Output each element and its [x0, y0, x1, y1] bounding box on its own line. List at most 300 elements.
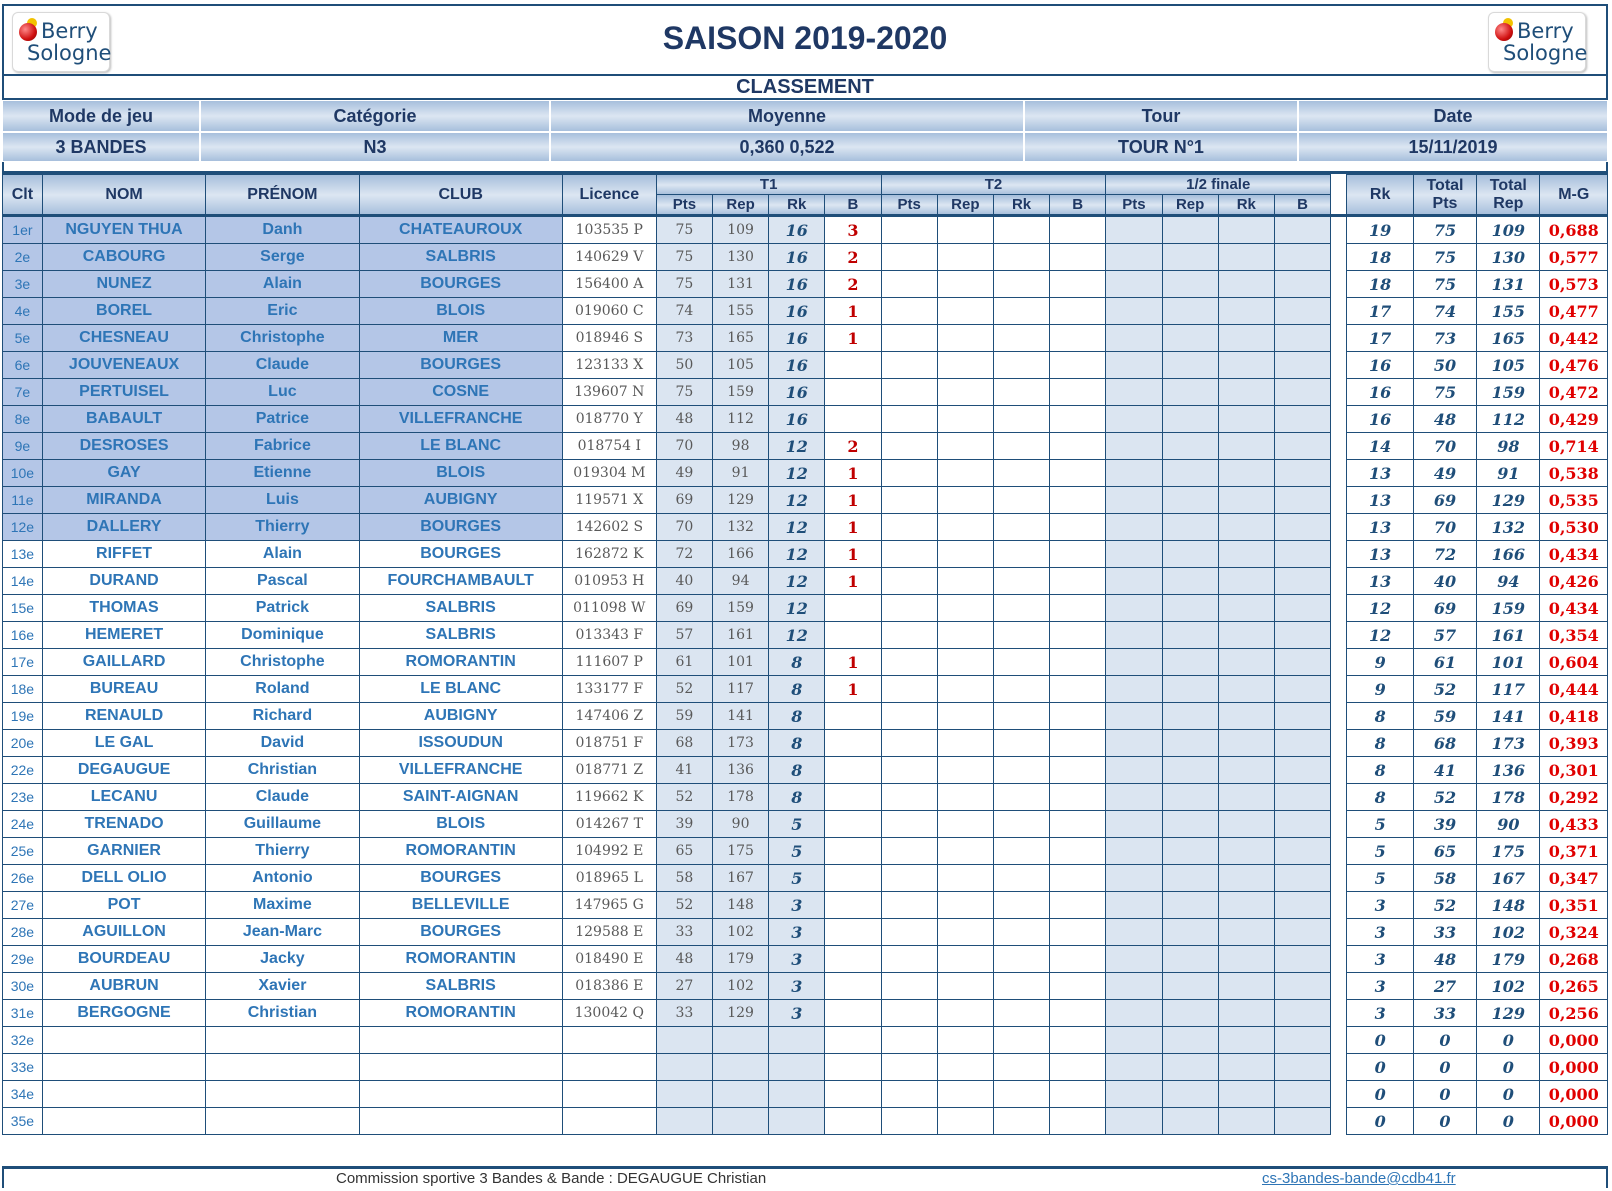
cell-prenom: Alain — [206, 541, 359, 568]
cell-t1-b — [825, 1108, 881, 1135]
cell-semi-pts — [1106, 541, 1162, 568]
cell-gap — [1331, 379, 1347, 406]
cell-rk: 3 — [1347, 946, 1413, 973]
cell-t2-rk — [993, 244, 1049, 271]
cell-prenom: Jacky — [206, 946, 359, 973]
cell-t2-rk — [993, 838, 1049, 865]
cell-semi-pts — [1106, 622, 1162, 649]
footer-email-link[interactable]: cs-3bandes-bande@cdb41.fr — [1262, 1170, 1456, 1187]
cell-licence: 123133 X — [562, 352, 656, 379]
cell-t1-pts: 59 — [656, 703, 712, 730]
cell-gap — [1331, 460, 1347, 487]
cell-rk: 12 — [1347, 622, 1413, 649]
cell-mg: 0,434 — [1540, 541, 1608, 568]
cell-total-rep: 94 — [1477, 568, 1540, 595]
cell-clt: 25e — [3, 838, 43, 865]
cell-club: BLOIS — [359, 460, 562, 487]
cell-t1-rk: 5 — [769, 838, 825, 865]
cell-rk: 13 — [1347, 460, 1413, 487]
cell-t2-rk — [993, 1081, 1049, 1108]
col-clt: Clt — [3, 175, 43, 216]
table-row — [3, 352, 1608, 379]
cell-semi-rk — [1218, 1081, 1274, 1108]
cell-t1-pts — [656, 1081, 712, 1108]
cell-t1-pts: 73 — [656, 325, 712, 352]
cell-semi-rk — [1218, 352, 1274, 379]
cell-rk: 13 — [1347, 541, 1413, 568]
cell-rk: 17 — [1347, 325, 1413, 352]
cell-rk: 3 — [1347, 919, 1413, 946]
cell-t2-rk — [993, 514, 1049, 541]
cell-t1-b: 1 — [825, 460, 881, 487]
cell-licence — [562, 1054, 656, 1081]
cell-semi-rep — [1162, 216, 1218, 244]
cell-t2-rk — [993, 865, 1049, 892]
cell-t1-pts: 48 — [656, 946, 712, 973]
cell-t1-b: 1 — [825, 676, 881, 703]
cell-t2-rep — [937, 973, 993, 1000]
cell-total-rep: 102 — [1477, 973, 1540, 1000]
cell-t1-rk — [769, 1108, 825, 1135]
cell-semi-b — [1274, 1054, 1330, 1081]
cell-t2-rep — [937, 1054, 993, 1081]
cell-total-rep: 148 — [1477, 892, 1540, 919]
cell-t2-rk — [993, 541, 1049, 568]
cell-nom: DELL OLIO — [42, 865, 205, 892]
cell-rk: 16 — [1347, 406, 1413, 433]
cell-t1-rk: 8 — [769, 649, 825, 676]
cell-nom — [42, 1081, 205, 1108]
cell-total-pts: 69 — [1413, 487, 1476, 514]
cell-total-pts: 33 — [1413, 919, 1476, 946]
cell-clt: 1er — [3, 216, 43, 244]
cell-mg: 0,476 — [1540, 352, 1608, 379]
cell-t2-b — [1050, 244, 1106, 271]
cell-t2-b — [1050, 216, 1106, 244]
cell-t2-b — [1050, 865, 1106, 892]
cell-total-rep: 178 — [1477, 784, 1540, 811]
cell-gap — [1331, 325, 1347, 352]
cell-t1-pts: 52 — [656, 892, 712, 919]
cell-semi-rep — [1162, 514, 1218, 541]
cell-t2-b — [1050, 784, 1106, 811]
cell-t1-rep: 179 — [712, 946, 768, 973]
cell-semi-rep — [1162, 730, 1218, 757]
cell-semi-pts — [1106, 1108, 1162, 1135]
cell-semi-rep — [1162, 784, 1218, 811]
cell-t1-b — [825, 1027, 881, 1054]
cell-t2-rep — [937, 649, 993, 676]
cell-nom: CHESNEAU — [42, 325, 205, 352]
col-semi-sub: Rk — [1218, 195, 1274, 216]
cell-t2-pts — [881, 325, 937, 352]
cell-rk: 13 — [1347, 514, 1413, 541]
cell-semi-b — [1274, 1000, 1330, 1027]
cell-nom — [42, 1108, 205, 1135]
cell-semi-b — [1274, 541, 1330, 568]
billiard-ball-red-icon — [1495, 23, 1513, 41]
table-row — [3, 946, 1608, 973]
cell-gap — [1331, 595, 1347, 622]
cell-t1-pts: 61 — [656, 649, 712, 676]
cell-t2-rep — [937, 406, 993, 433]
cell-club: AUBIGNY — [359, 487, 562, 514]
cell-prenom: Guillaume — [206, 811, 359, 838]
cell-semi-rk — [1218, 541, 1274, 568]
cell-club: SALBRIS — [359, 622, 562, 649]
col-semi: 1/2 finale — [1106, 175, 1331, 195]
cell-club: ROMORANTIN — [359, 649, 562, 676]
cell-t1-b: 3 — [825, 216, 881, 244]
table-row — [3, 784, 1608, 811]
cell-t1-rep: 90 — [712, 811, 768, 838]
cell-nom: NUNEZ — [42, 271, 205, 298]
cell-t1-b: 1 — [825, 298, 881, 325]
cell-mg: 0,324 — [1540, 919, 1608, 946]
cell-t2-rep — [937, 271, 993, 298]
cell-semi-b — [1274, 1081, 1330, 1108]
cell-mg: 0,538 — [1540, 460, 1608, 487]
cell-t1-rk: 12 — [769, 460, 825, 487]
cell-semi-rep — [1162, 352, 1218, 379]
cell-t2-rep — [937, 541, 993, 568]
cell-gap — [1331, 1054, 1347, 1081]
cell-t1-pts: 69 — [656, 487, 712, 514]
cell-prenom: Claude — [206, 784, 359, 811]
cell-prenom: Claude — [206, 352, 359, 379]
cell-t1-b — [825, 865, 881, 892]
cell-t2-b — [1050, 352, 1106, 379]
cell-t2-pts — [881, 676, 937, 703]
cell-licence: 147965 G — [562, 892, 656, 919]
cell-t1-rk: 16 — [769, 271, 825, 298]
cell-semi-b — [1274, 216, 1330, 244]
cell-t1-rk: 16 — [769, 216, 825, 244]
cell-t2-rk — [993, 811, 1049, 838]
cell-clt: 12e — [3, 514, 43, 541]
cell-mg: 0,393 — [1540, 730, 1608, 757]
cell-total-pts: 0 — [1413, 1054, 1476, 1081]
logo-line1: Berry — [1517, 19, 1574, 43]
cell-licence: 011098 W — [562, 595, 656, 622]
cell-nom: POT — [42, 892, 205, 919]
cell-t2-pts — [881, 487, 937, 514]
cell-semi-rk — [1218, 406, 1274, 433]
cell-t2-rk — [993, 325, 1049, 352]
cell-gap — [1331, 568, 1347, 595]
cell-semi-rep — [1162, 271, 1218, 298]
col-semi-sub: Pts — [1106, 195, 1162, 216]
cell-semi-rk — [1218, 1027, 1274, 1054]
table-row — [3, 1027, 1608, 1054]
cell-clt: 3e — [3, 271, 43, 298]
cell-t1-pts: 48 — [656, 406, 712, 433]
cell-gap — [1331, 406, 1347, 433]
cell-semi-pts — [1106, 919, 1162, 946]
cell-semi-b — [1274, 703, 1330, 730]
cell-t1-rep: 117 — [712, 676, 768, 703]
table-row — [3, 865, 1608, 892]
cell-t2-b — [1050, 973, 1106, 1000]
cell-rk: 9 — [1347, 676, 1413, 703]
cell-t2-pts — [881, 568, 937, 595]
cell-t1-rk: 12 — [769, 433, 825, 460]
cell-t1-rep: 130 — [712, 244, 768, 271]
cell-total-rep: 166 — [1477, 541, 1540, 568]
cell-t1-rep: 165 — [712, 325, 768, 352]
info-label-category: Catégorie — [200, 100, 550, 132]
cell-t1-pts — [656, 1027, 712, 1054]
cell-t2-rk — [993, 1054, 1049, 1081]
cell-t2-rk — [993, 757, 1049, 784]
cell-t2-pts — [881, 216, 937, 244]
cell-t2-rep — [937, 811, 993, 838]
col-gap — [1331, 175, 1347, 216]
cell-t2-rep — [937, 379, 993, 406]
cell-total-rep: 109 — [1477, 216, 1540, 244]
cell-t2-b — [1050, 271, 1106, 298]
cell-rk: 8 — [1347, 784, 1413, 811]
cell-t2-rk — [993, 730, 1049, 757]
cell-t1-pts: 75 — [656, 379, 712, 406]
table-row — [3, 1081, 1608, 1108]
cell-t2-rk — [993, 433, 1049, 460]
ranking-table — [2, 174, 1608, 1135]
cell-prenom: Thierry — [206, 838, 359, 865]
cell-total-pts: 49 — [1413, 460, 1476, 487]
cell-total-pts: 70 — [1413, 514, 1476, 541]
cell-t2-pts — [881, 946, 937, 973]
cell-prenom: Luc — [206, 379, 359, 406]
cell-club: AUBIGNY — [359, 703, 562, 730]
cell-total-pts: 57 — [1413, 622, 1476, 649]
cell-licence: 111607 P — [562, 649, 656, 676]
col-semi-sub: B — [1274, 195, 1330, 216]
cell-total-pts: 74 — [1413, 298, 1476, 325]
cell-semi-pts — [1106, 730, 1162, 757]
cell-nom: NGUYEN THUA — [42, 216, 205, 244]
cell-t2-rep — [937, 1027, 993, 1054]
cell-t2-rep — [937, 460, 993, 487]
cell-t1-rk: 3 — [769, 892, 825, 919]
cell-licence: 018771 Z — [562, 757, 656, 784]
cell-t2-rep — [937, 676, 993, 703]
cell-semi-b — [1274, 784, 1330, 811]
cell-t2-b — [1050, 325, 1106, 352]
cell-total-rep: 175 — [1477, 838, 1540, 865]
cell-gap — [1331, 730, 1347, 757]
cell-t1-b — [825, 757, 881, 784]
cell-rk: 5 — [1347, 865, 1413, 892]
cell-t2-b — [1050, 514, 1106, 541]
cell-club: CHATEAUROUX — [359, 216, 562, 244]
cell-t2-pts — [881, 460, 937, 487]
cell-semi-b — [1274, 919, 1330, 946]
cell-total-rep: 155 — [1477, 298, 1540, 325]
info-value-mode: 3 BANDES — [2, 132, 200, 162]
table-row — [3, 1054, 1608, 1081]
cell-semi-rep — [1162, 325, 1218, 352]
cell-mg: 0,347 — [1540, 865, 1608, 892]
cell-t2-rk — [993, 919, 1049, 946]
cell-t2-pts — [881, 703, 937, 730]
col-t2: T2 — [881, 175, 1106, 195]
cell-total-pts: 27 — [1413, 973, 1476, 1000]
cell-total-pts: 52 — [1413, 784, 1476, 811]
cell-t1-b — [825, 892, 881, 919]
cell-rk: 9 — [1347, 649, 1413, 676]
cell-t1-pts — [656, 1108, 712, 1135]
cell-t1-rep: 136 — [712, 757, 768, 784]
cell-t2-b — [1050, 946, 1106, 973]
cell-t2-rk — [993, 487, 1049, 514]
divider — [2, 162, 1608, 174]
cell-t2-b — [1050, 757, 1106, 784]
cell-t2-pts — [881, 298, 937, 325]
cell-rk: 0 — [1347, 1027, 1413, 1054]
cell-total-pts: 70 — [1413, 433, 1476, 460]
col-nom: NOM — [42, 175, 205, 216]
cell-club: BOURGES — [359, 271, 562, 298]
cell-total-pts: 75 — [1413, 244, 1476, 271]
cell-semi-rk — [1218, 838, 1274, 865]
cell-club: COSNE — [359, 379, 562, 406]
cell-t2-rep — [937, 703, 993, 730]
cell-semi-rk — [1218, 946, 1274, 973]
cell-t2-rep — [937, 514, 993, 541]
cell-semi-pts — [1106, 1027, 1162, 1054]
cell-t2-b — [1050, 811, 1106, 838]
cell-t2-rep — [937, 568, 993, 595]
cell-prenom: Jean-Marc — [206, 919, 359, 946]
cell-rk: 18 — [1347, 271, 1413, 298]
cell-t2-b — [1050, 676, 1106, 703]
cell-total-pts: 52 — [1413, 676, 1476, 703]
cell-total-rep: 112 — [1477, 406, 1540, 433]
cell-mg: 0,000 — [1540, 1108, 1608, 1135]
cell-t2-rk — [993, 216, 1049, 244]
cell-licence: 018946 S — [562, 325, 656, 352]
cell-semi-pts — [1106, 865, 1162, 892]
cell-club — [359, 1027, 562, 1054]
table-row — [3, 541, 1608, 568]
cell-total-rep: 129 — [1477, 1000, 1540, 1027]
cell-t2-b — [1050, 1054, 1106, 1081]
cell-t1-pts: 33 — [656, 919, 712, 946]
cell-t2-b — [1050, 379, 1106, 406]
cell-t2-b — [1050, 406, 1106, 433]
cell-t1-rk: 12 — [769, 514, 825, 541]
cell-mg: 0,604 — [1540, 649, 1608, 676]
cell-mg: 0,530 — [1540, 514, 1608, 541]
cell-total-rep: 101 — [1477, 649, 1540, 676]
cell-clt: 16e — [3, 622, 43, 649]
cell-t2-rk — [993, 784, 1049, 811]
cell-t1-pts: 52 — [656, 676, 712, 703]
cell-t2-rk — [993, 1000, 1049, 1027]
cell-t1-rk: 8 — [769, 757, 825, 784]
cell-club: ROMORANTIN — [359, 838, 562, 865]
cell-prenom: Xavier — [206, 973, 359, 1000]
cell-t2-b — [1050, 838, 1106, 865]
cell-semi-rk — [1218, 703, 1274, 730]
cell-gap — [1331, 622, 1347, 649]
cell-semi-rk — [1218, 784, 1274, 811]
cell-t1-b: 1 — [825, 568, 881, 595]
table-row — [3, 703, 1608, 730]
cell-semi-b — [1274, 1027, 1330, 1054]
cell-t2-b — [1050, 622, 1106, 649]
section-title: CLASSEMENT — [2, 74, 1608, 100]
cell-t2-pts — [881, 541, 937, 568]
cell-total-rep: 0 — [1477, 1108, 1540, 1135]
cell-t1-pts: 65 — [656, 838, 712, 865]
cell-gap — [1331, 973, 1347, 1000]
cell-prenom — [206, 1054, 359, 1081]
cell-nom: JOUVENEAUX — [42, 352, 205, 379]
cell-t1-b — [825, 406, 881, 433]
cell-licence: 010953 H — [562, 568, 656, 595]
cell-t1-rep — [712, 1108, 768, 1135]
cell-nom: LE GAL — [42, 730, 205, 757]
cell-clt: 23e — [3, 784, 43, 811]
cell-t2-pts — [881, 757, 937, 784]
cell-semi-b — [1274, 811, 1330, 838]
cell-t2-b — [1050, 460, 1106, 487]
cell-semi-pts — [1106, 892, 1162, 919]
cell-semi-rk — [1218, 298, 1274, 325]
cell-t2-rk — [993, 703, 1049, 730]
cell-semi-rk — [1218, 811, 1274, 838]
cell-licence: 018490 E — [562, 946, 656, 973]
cell-t2-rk — [993, 892, 1049, 919]
cell-clt: 9e — [3, 433, 43, 460]
table-row — [3, 730, 1608, 757]
cell-t2-b — [1050, 487, 1106, 514]
cell-t2-rk — [993, 298, 1049, 325]
cell-t1-rep: 102 — [712, 919, 768, 946]
cell-semi-pts — [1106, 352, 1162, 379]
cell-t1-pts: 52 — [656, 784, 712, 811]
cell-club: SALBRIS — [359, 595, 562, 622]
cell-clt: 17e — [3, 649, 43, 676]
cell-total-pts: 0 — [1413, 1081, 1476, 1108]
cell-t1-rep: 148 — [712, 892, 768, 919]
cell-total-pts: 48 — [1413, 406, 1476, 433]
cell-semi-b — [1274, 622, 1330, 649]
cell-mg: 0,351 — [1540, 892, 1608, 919]
cell-t2-b — [1050, 1000, 1106, 1027]
cell-semi-rk — [1218, 919, 1274, 946]
cell-nom: HEMERET — [42, 622, 205, 649]
cell-prenom: Serge — [206, 244, 359, 271]
cell-t1-b — [825, 622, 881, 649]
cell-t1-b: 1 — [825, 514, 881, 541]
cell-semi-pts — [1106, 649, 1162, 676]
cell-total-pts: 0 — [1413, 1027, 1476, 1054]
cell-t2-rep — [937, 1000, 993, 1027]
cell-total-rep: 167 — [1477, 865, 1540, 892]
cell-semi-rk — [1218, 757, 1274, 784]
cell-total-rep: 0 — [1477, 1081, 1540, 1108]
cell-semi-rk — [1218, 514, 1274, 541]
cell-semi-pts — [1106, 514, 1162, 541]
cell-nom: LECANU — [42, 784, 205, 811]
cell-t1-b: 1 — [825, 649, 881, 676]
cell-total-rep: 159 — [1477, 379, 1540, 406]
cell-clt: 5e — [3, 325, 43, 352]
cell-semi-rep — [1162, 757, 1218, 784]
